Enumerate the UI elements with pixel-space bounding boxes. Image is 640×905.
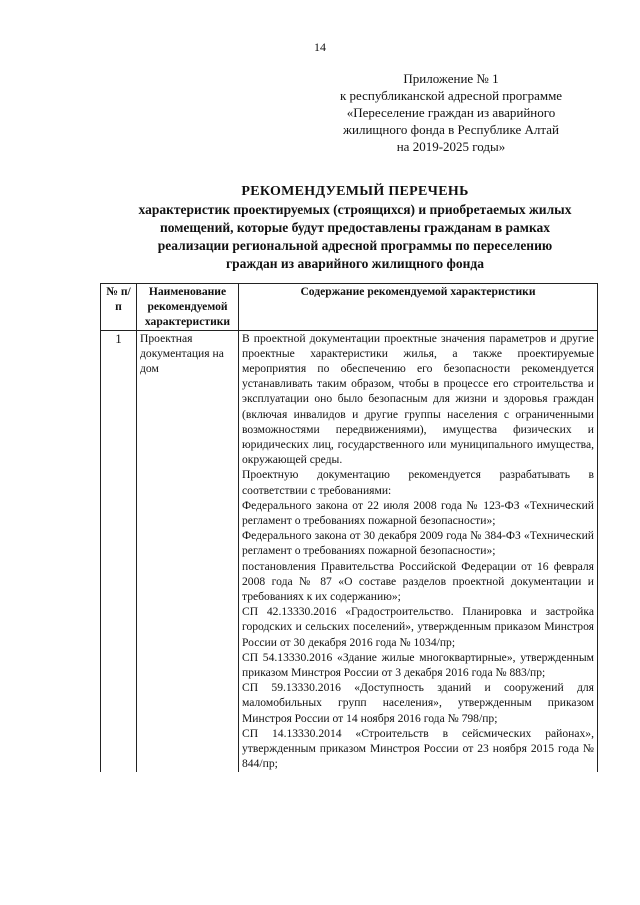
- subtitle-line: граждан из аварийного жилищного фонда: [225, 256, 484, 271]
- row-num: 1: [101, 330, 137, 771]
- appendix-line: Приложение № 1: [403, 71, 499, 86]
- appendix-line: на 2019-2025 годы»: [396, 139, 506, 154]
- header-name: Наименование рекомендуемой характеристики: [137, 284, 239, 331]
- content-paragraph: Федерального закона от 30 декабря 2009 года № 384-ФЗ «Технический регламент о требованиях пожарной безопасности»;: [242, 529, 594, 558]
- content-paragraph: Проектную документацию рекомендуется разрабатывать в соответствии с требованиями:: [242, 468, 594, 497]
- appendix-line: жилищного фонда в Республике Алтай: [343, 122, 559, 137]
- table-header-row: [101, 284, 598, 331]
- subtitle-line: характеристик проектируемых (строящихся) и приобретаемых жилых: [138, 202, 572, 217]
- content-paragraph: В проектной документации проектные значения параметров и другие проектные характеристики жилья, а также проектируемые мероприятия по обеспечению его безопасности рекомендуется устанавливать таким образом, чтобы в процессе его строительства и эксплуатации оно было безопасным для жизни и здоровья граждан (включая инвалидов и другие группы населения с ограниченными возможностями передвижениями), имущества физических и юридических лиц, государственного или муниципального имущества, окружающей среды.: [242, 331, 594, 467]
- content-paragraph: СП 42.13330.2016 «Градостроительство. Планировка и застройка городских и сельских поселений», утвержденным приказом Минстроя России от 30 декабря 2016 года № 1034/пр;: [242, 605, 594, 649]
- subtitle-line: помещений, которые будут предоставлены гражданам в рамках: [159, 220, 551, 235]
- content-paragraph: постановления Правительства Российской Федерации от 16 февраля 2008 года № 87 «О составе разделов проектной документации и требованиях к их содержанию»;: [242, 559, 594, 604]
- subtitle-line: реализации региональной адресной программы по переселению: [157, 238, 553, 253]
- appendix-block: [306, 70, 596, 155]
- table-row: [101, 330, 598, 771]
- row-content: [239, 330, 598, 771]
- content-paragraph: СП 54.13330.2016 «Здание жилые многоквартирные», утвержденным приказом Минстроя России от 3 декабря 2016 года № 883/пр;: [242, 650, 594, 680]
- characteristics-table: [100, 283, 598, 772]
- content-paragraph: Федерального закона от 22 июля 2008 года № 123-ФЗ «Технический регламент о требованиях пожарной безопасности»;: [242, 498, 594, 528]
- document-title: РЕКОМЕНДУЕМЫЙ ПЕРЕЧЕНЬ: [241, 184, 469, 199]
- appendix-line: к республиканской адресной программе: [339, 88, 563, 103]
- document-heading: [100, 183, 610, 273]
- appendix-line: «Переселение граждан из аварийного: [346, 105, 556, 120]
- header-num: № п/п: [101, 284, 137, 331]
- header-content: Содержание рекомендуемой характеристики: [239, 284, 598, 331]
- content-paragraph: СП 14.13330.2014 «Строительств в сейсмических районах», утвержденным приказом Минстроя России от 23 ноября 2015 года № 844/пр;: [242, 726, 594, 771]
- row-name: Проектная документация на дом: [137, 330, 239, 771]
- page-number: 14: [314, 40, 326, 54]
- content-paragraph: СП 59.13330.2016 «Доступность зданий и сооружений для маломобильных групп населения», утвержденным приказом Минстроя России от 14 ноября 2016 года № 798/пр;: [242, 681, 594, 725]
